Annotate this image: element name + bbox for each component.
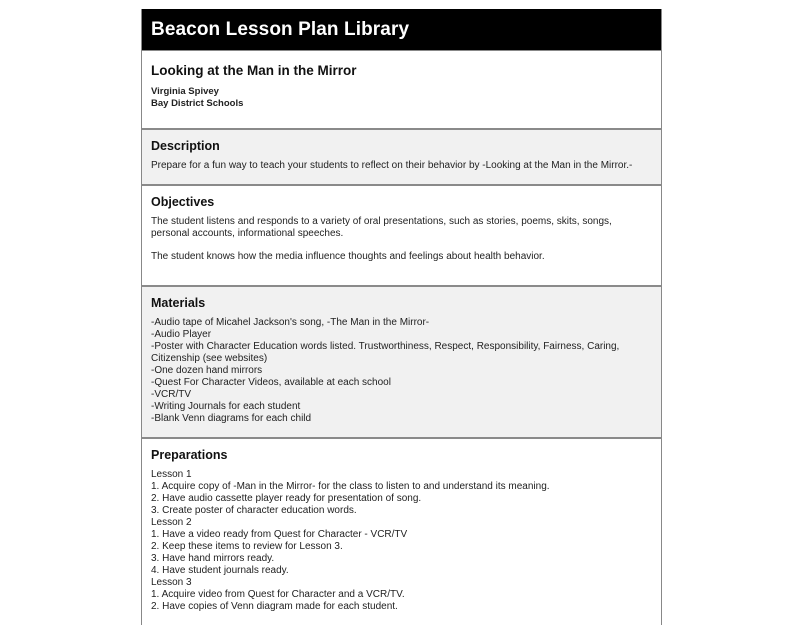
objective-item: The student knows how the media influence thoughts and feelings about health behavior.	[151, 251, 545, 262]
material-item: -Audio tape of Micahel Jackson's song, -The Man in the Mirror-	[151, 317, 430, 328]
description-section	[142, 128, 661, 184]
author-organization: Bay District Schools	[151, 98, 244, 109]
material-item: -One dozen hand mirrors	[151, 365, 263, 376]
material-item: -Audio Player	[151, 329, 212, 340]
objectives-heading: Objectives	[151, 195, 215, 209]
preparation-line: Lesson 2	[151, 517, 192, 528]
preparation-line: 2. Keep these items to review for Lesson 3.	[151, 541, 343, 552]
material-item: -VCR/TV	[151, 389, 191, 400]
preparation-line: 4. Have student journals ready.	[151, 565, 289, 576]
description-text: Prepare for a fun way to teach your students to reflect on their behavior by -Looking at the Man in the Mirror.-	[151, 160, 633, 171]
material-item: -Blank Venn diagrams for each child	[151, 413, 312, 424]
materials-section	[142, 285, 661, 437]
objective-item: The student listens and responds to a variety of oral presentations, such as stories, poems, skits, songs, personal accounts, informational speeches.	[151, 216, 612, 239]
material-item: -Poster with Character Education words listed. Trustworthiness, Respect, Responsibility, Fairness, Caring, Citizenship (see websites)	[151, 341, 620, 364]
preparations-heading: Preparations	[151, 448, 228, 462]
site-header	[142, 9, 661, 50]
preparation-line: Lesson 3	[151, 577, 192, 588]
preparation-line: 1. Acquire video from Quest for Character and a VCR/TV.	[151, 589, 405, 600]
preparation-line: 1. Acquire copy of -Man in the Mirror- for the class to listen to and understand its meaning.	[151, 481, 550, 492]
preparation-line: 2. Have copies of Venn diagram made for each student.	[151, 601, 398, 612]
materials-heading: Materials	[151, 296, 206, 310]
description-heading: Description	[151, 139, 220, 153]
preparations-section	[142, 437, 661, 625]
lesson-title: Looking at the Man in the Mirror	[151, 63, 357, 78]
material-item: -Writing Journals for each student	[151, 401, 301, 412]
site-title: Beacon Lesson Plan Library	[151, 18, 410, 40]
preparation-line: 3. Create poster of character education words.	[151, 505, 357, 516]
lesson-title-section	[142, 50, 661, 128]
preparation-line: 2. Have audio cassette player ready for presentation of song.	[151, 493, 422, 504]
preparation-line: Lesson 1	[151, 469, 192, 480]
author-name: Virginia Spivey	[151, 86, 219, 97]
material-item: -Quest For Character Videos, available at each school	[151, 377, 391, 388]
lesson-plan-page	[141, 9, 662, 625]
preparation-line: 1. Have a video ready from Quest for Character - VCR/TV	[151, 529, 408, 540]
preparation-line: 3. Have hand mirrors ready.	[151, 553, 275, 564]
objectives-section	[142, 184, 661, 285]
